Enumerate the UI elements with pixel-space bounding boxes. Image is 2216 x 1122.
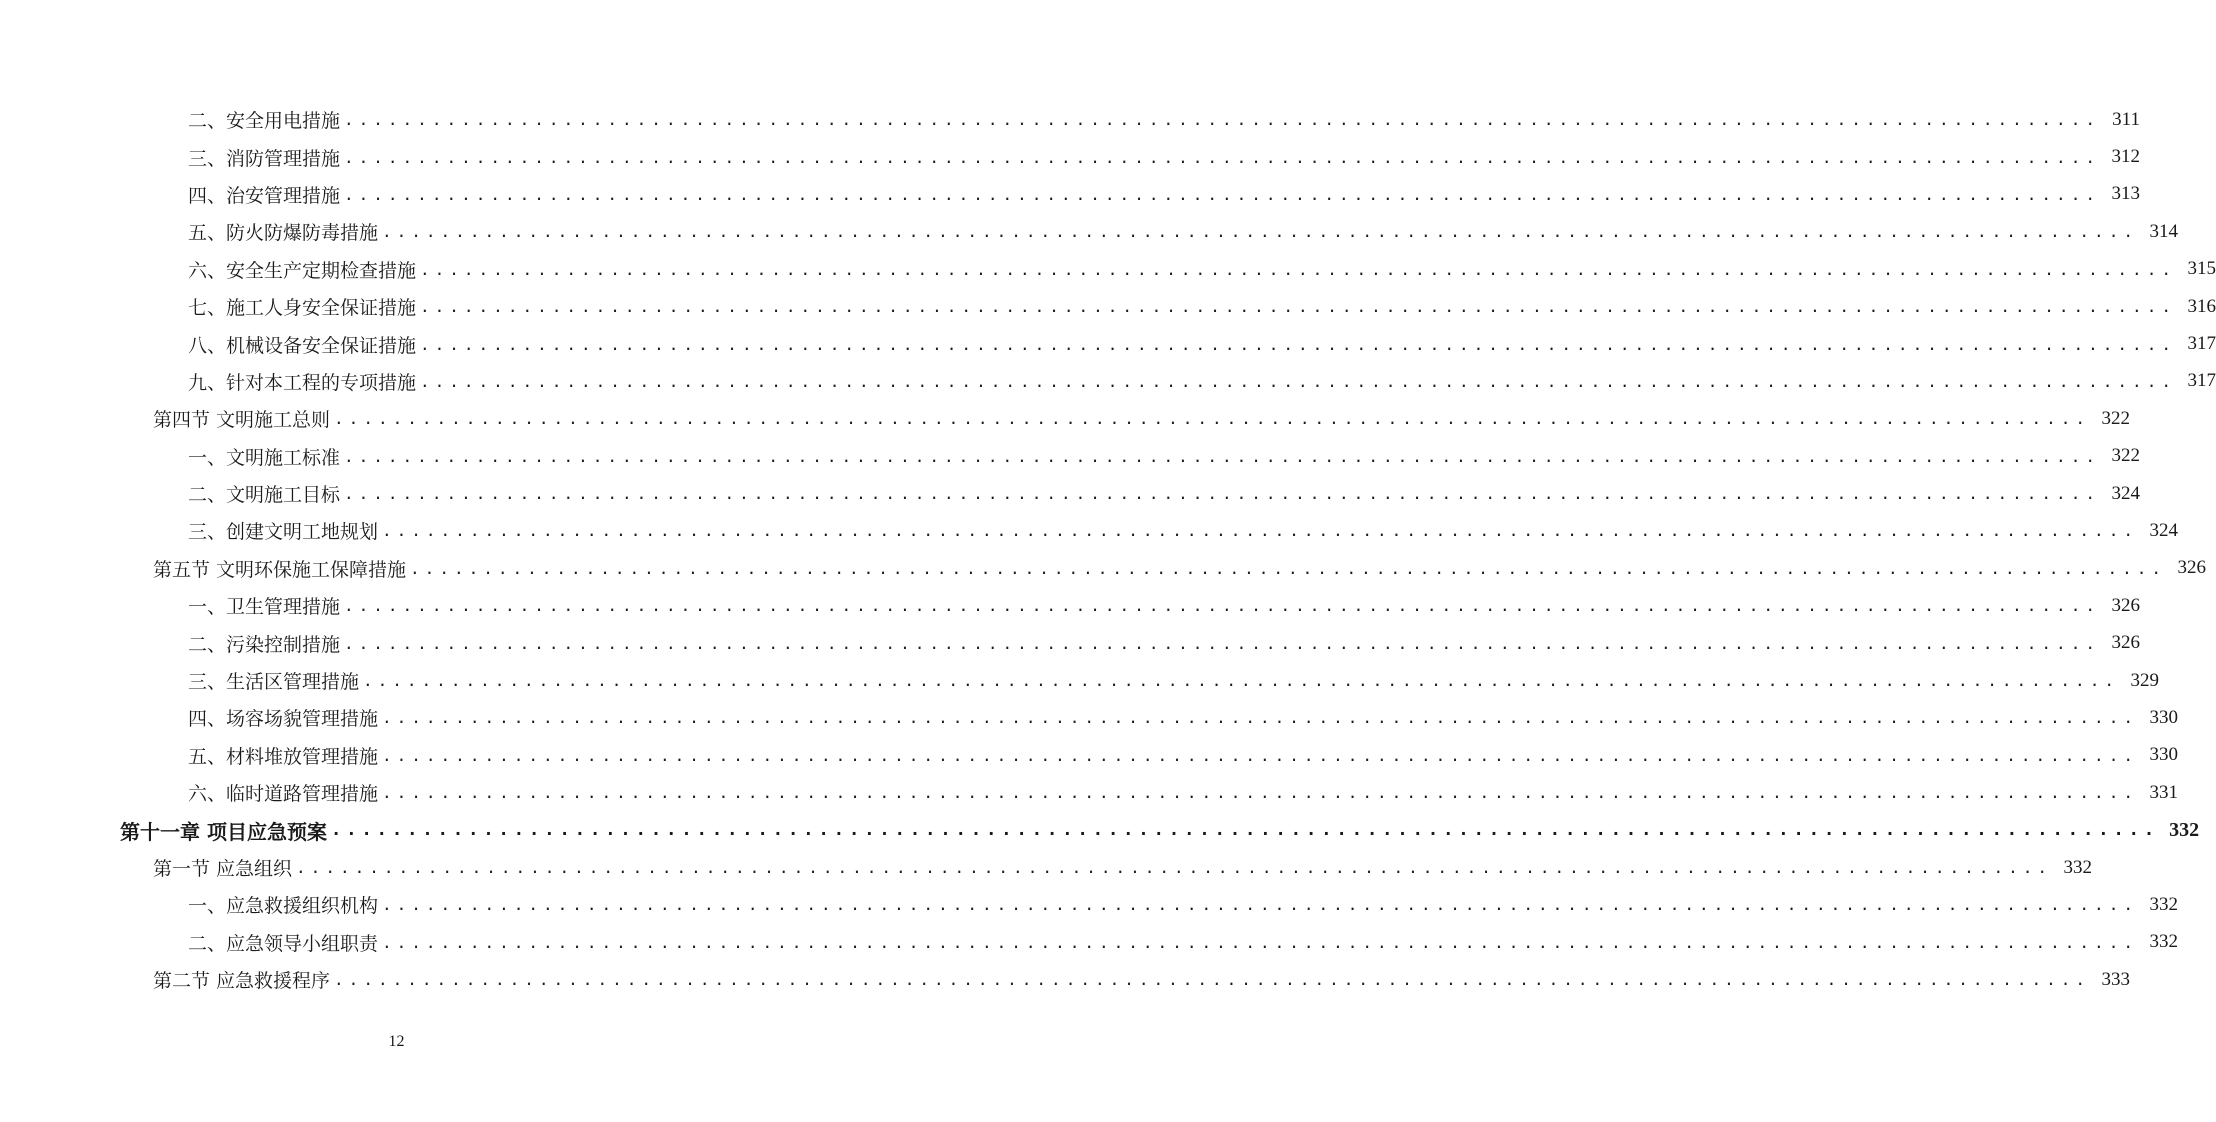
toc-entry-title: 第四节 文明施工总则 <box>153 405 334 432</box>
toc-entry <box>0 550 2206 587</box>
toc-entry-page: 332 <box>2169 818 2200 841</box>
toc-entry-page: 312 <box>2111 146 2140 168</box>
toc-dot-leader: ........................................................................................................................ <box>420 334 2176 354</box>
toc-dot-leader: ........................................................................................................................ <box>382 521 2138 541</box>
toc-dot-leader: ........................................................................................................................ <box>420 371 2176 391</box>
toc-dot-leader: ........................................................................................................................ <box>344 596 2100 616</box>
toc-entry-title: 一、应急救援组织机构 <box>188 891 382 918</box>
toc-entry-page: 329 <box>2130 669 2159 691</box>
toc-entry-title: 五、材料堆放管理措施 <box>188 742 382 769</box>
toc-entry-title: 三、创建文明工地规划 <box>188 517 382 544</box>
toc-dot-leader: ........................................................................................................................ <box>363 671 2119 691</box>
toc-entry-title: 第十一章 项目应急预案 <box>120 816 331 845</box>
toc-entry-page: 330 <box>2149 744 2178 766</box>
toc-dot-leader: ........................................................................................................................ <box>382 932 2138 952</box>
toc-entry-page: 315 <box>2187 258 2216 280</box>
toc-entry-page: 331 <box>2149 781 2178 803</box>
toc-dot-leader: ........................................................................................................................ <box>334 409 2090 429</box>
toc-entry-title: 第一节 应急组织 <box>153 854 296 881</box>
toc-entry <box>0 288 2216 325</box>
toc-dot-leader: ........................................................................................................................ <box>420 297 2176 317</box>
toc-dot-leader: ........................................................................................................................ <box>344 633 2100 653</box>
toc-entry <box>0 512 2178 549</box>
toc-entry-title: 四、治安管理措施 <box>188 181 344 208</box>
toc-entry-title: 七、施工人身安全保证措施 <box>188 293 420 320</box>
toc-entry <box>0 475 2140 512</box>
toc-entry-page: 324 <box>2149 519 2178 541</box>
toc-dot-leader: ........................................................................................................................ <box>330 820 2160 841</box>
toc-entry-title: 四、场容场貌管理措施 <box>188 704 382 731</box>
toc-dot-leader: ........................................................................................................................ <box>344 110 2100 130</box>
toc-entry-page: 332 <box>2063 856 2092 878</box>
toc-entry <box>0 662 2159 699</box>
toc-entry <box>0 849 2092 886</box>
toc-dot-leader: ........................................................................................................................ <box>420 259 2176 279</box>
toc-entry-page: 322 <box>2111 445 2140 467</box>
toc-entry-page: 332 <box>2149 893 2178 915</box>
toc-entry-title: 八、机械设备安全保证措施 <box>188 331 420 358</box>
toc-entry-title: 二、应急领导小组职责 <box>188 929 382 956</box>
toc-entry-title: 五、防火防爆防毒措施 <box>188 218 382 245</box>
toc-entry <box>0 961 2130 998</box>
toc-dot-leader: ........................................................................................................................ <box>382 895 2138 915</box>
toc-dot-leader: ........................................................................................................................ <box>344 484 2100 504</box>
toc-dot-leader: ........................................................................................................................ <box>344 446 2100 466</box>
toc-entry-page: 332 <box>2149 931 2178 953</box>
toc-entry-title: 九、针对本工程的专项措施 <box>188 368 420 395</box>
toc-entry <box>0 363 2216 400</box>
toc-entry-page: 317 <box>2187 333 2216 355</box>
toc-entry-page: 326 <box>2111 594 2140 616</box>
toc-entry-title: 三、生活区管理措施 <box>188 667 363 694</box>
toc-entry <box>0 886 2178 923</box>
toc-entry-page: 311 <box>2112 108 2140 130</box>
toc-entry <box>0 774 2178 811</box>
toc-entry-page: 316 <box>2187 295 2216 317</box>
toc-entry <box>0 138 2140 175</box>
toc-dot-leader: ........................................................................................................................ <box>382 708 2138 728</box>
toc-entry-title: 第二节 应急救援程序 <box>153 966 334 993</box>
toc-entry-page: 324 <box>2111 482 2140 504</box>
toc-entry-title: 第五节 文明环保施工保障措施 <box>153 555 410 582</box>
toc-entry <box>0 251 2216 288</box>
toc-entry-title: 二、安全用电措施 <box>188 106 344 133</box>
toc-entry-title: 六、安全生产定期检查措施 <box>188 256 420 283</box>
table-of-contents <box>0 101 2216 998</box>
toc-entry-page: 333 <box>2101 968 2130 990</box>
toc-entry-title: 一、文明施工标准 <box>188 443 344 470</box>
toc-entry-title: 三、消防管理措施 <box>188 144 344 171</box>
toc-dot-leader: ........................................................................................................................ <box>344 147 2100 167</box>
toc-entry-page: 313 <box>2111 183 2140 205</box>
toc-entry <box>0 213 2178 250</box>
toc-entry-page: 330 <box>2149 706 2178 728</box>
toc-dot-leader: ........................................................................................................................ <box>334 970 2090 990</box>
toc-dot-leader: ........................................................................................................................ <box>382 222 2138 242</box>
page-number: 12 <box>388 1033 405 1050</box>
toc-entry-page: 317 <box>2187 370 2216 392</box>
toc-entry <box>0 811 2200 848</box>
toc-entry-title: 二、污染控制措施 <box>188 630 344 657</box>
toc-entry <box>0 624 2140 661</box>
toc-dot-leader: ........................................................................................................................ <box>382 745 2138 765</box>
toc-dot-leader: ........................................................................................................................ <box>382 783 2138 803</box>
toc-entry-title: 六、临时道路管理措施 <box>188 779 382 806</box>
toc-entry-page: 322 <box>2101 407 2130 429</box>
toc-entry <box>0 924 2178 961</box>
toc-entry <box>0 325 2216 362</box>
toc-dot-leader: ........................................................................................................................ <box>410 558 2166 578</box>
toc-entry <box>0 176 2140 213</box>
toc-entry <box>0 400 2130 437</box>
toc-entry <box>0 737 2178 774</box>
toc-entry <box>0 101 2140 138</box>
toc-entry-page: 314 <box>2149 220 2178 242</box>
toc-dot-leader: ........................................................................................................................ <box>296 858 2052 877</box>
toc-entry-title: 二、文明施工目标 <box>188 480 344 507</box>
toc-entry <box>0 587 2140 624</box>
toc-entry-page: 326 <box>2111 632 2140 654</box>
toc-entry <box>0 699 2178 736</box>
toc-entry <box>0 438 2140 475</box>
toc-entry-page: 326 <box>2177 557 2206 579</box>
toc-dot-leader: ........................................................................................................................ <box>344 184 2100 204</box>
toc-entry-title: 一、卫生管理措施 <box>188 592 344 619</box>
